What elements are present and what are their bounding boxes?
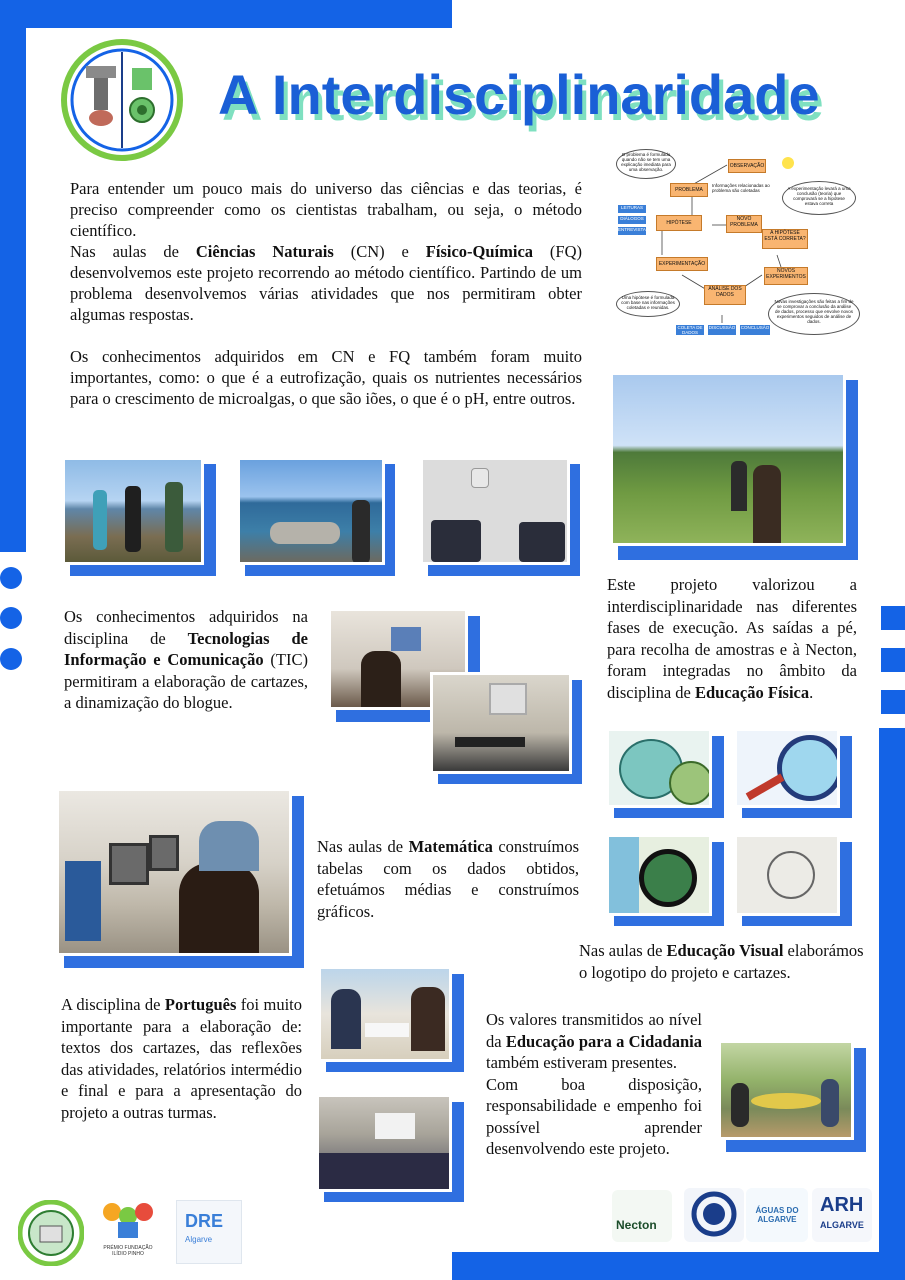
drawing-microalgae-1 xyxy=(606,728,712,808)
educacao-visual-text: Nas aulas de Educação Visual elaborámos o logotipo do projeto e cartazes. xyxy=(579,941,864,982)
arh-logo-subtext: ALGARVE xyxy=(820,1220,864,1230)
photo-students-computers-2 xyxy=(430,672,572,774)
diagram-note-1: O problema é formulado quando não se tem uma explicação imediata para uma observação. xyxy=(616,149,676,179)
photo-outdoor-picnic xyxy=(718,1040,854,1140)
premio-logo-text: PRÉMIO FUNDAÇÃO ILÍDIO PINHO xyxy=(103,1245,153,1257)
intro-paragraph-1: Para entender um pouco mais do universo das ciências e das teorias, é preciso compreender como os cientistas trabalham, ou seja, o método científico. xyxy=(70,179,582,240)
diagram-discussao: DISCUSSÃO xyxy=(708,325,736,335)
right-square-1 xyxy=(881,606,905,630)
necton-logo xyxy=(612,1190,672,1242)
dre-logo-text: DRE xyxy=(185,1211,224,1231)
diagram-entrevistas: ENTREVISTAS xyxy=(618,227,646,235)
drawing-magnifier-1 xyxy=(734,728,840,808)
diagram-note-3: A experimentação levará a uma conclusão (teoria) que comprovará se a hipótese estava correta xyxy=(782,181,856,215)
cidadania-text: Os valores transmitidos ao nível da Educação para a Cidadania também estiveram presentes. Com boa disposição, responsabilidade e empenho foi possível aprender desenvolvendo este projeto. xyxy=(486,1010,702,1158)
diagram-observacao: OBSERVAÇÃO xyxy=(728,159,766,173)
diagram-leitura: LEITURAS xyxy=(618,205,646,213)
intro-paragraph-3: Os conhecimentos adquiridos em CN e FQ também foram muito importantes, como: o que é a eutrofização, quais os nutrientes necessários para o crescimento de microalgas, o que são iões, o que é o pH, entre outros. xyxy=(70,347,582,408)
drawing-microalgae-2 xyxy=(606,834,712,916)
photo-ph-meters xyxy=(420,457,570,565)
university-logo xyxy=(684,1188,744,1242)
necton-logo-text: Necton xyxy=(616,1218,657,1232)
left-dot-2 xyxy=(0,607,22,629)
left-dot-1 xyxy=(0,567,22,589)
diagram-note-4: Uma hipótese é formulada com base nas informações coletadas e reunidas. xyxy=(616,291,680,317)
photo-students-beach xyxy=(62,457,204,565)
aguas-algarve-logo xyxy=(746,1188,808,1242)
diagram-experimentacao: EXPERIMENTAÇÃO xyxy=(656,257,708,271)
diagram-analise: ANÁLISE DOS DADOS xyxy=(704,285,746,305)
top-left-bar xyxy=(0,0,452,28)
diagram-dialogos: DIÁLOGOS xyxy=(618,216,646,224)
photo-group-table xyxy=(318,966,452,1062)
diagram-problema: PROBLEMA xyxy=(670,183,708,197)
left-dot-3 xyxy=(0,648,22,670)
premio-logo xyxy=(98,1200,158,1262)
bottom-right-bar xyxy=(452,1252,905,1280)
right-square-3 xyxy=(881,690,905,714)
diagram-hipotese: HIPÓTESE xyxy=(656,215,702,231)
diagram-note-2: Informações relacionadas ao problema são coletadas xyxy=(712,183,770,193)
photo-presentation-room xyxy=(316,1094,452,1192)
dre-algarve-logo xyxy=(176,1200,242,1264)
diagram-novo-problema: NOVO PROBLEMA xyxy=(726,215,762,233)
scientific-method-diagram xyxy=(612,145,864,341)
aguas-logo-text: ÁGUAS DO ALGARVE xyxy=(755,1206,799,1224)
diagram-conclusao: CONCLUSÃO xyxy=(740,325,770,335)
right-side-bar xyxy=(879,728,905,1280)
project-logo xyxy=(60,38,184,162)
photo-math-class xyxy=(56,788,292,956)
tic-text: Os conhecimentos adquiridos na disciplina de Tecnologias de Informação e Comunicação (TIC) permitiram a elaboração de cartazes, a dinamização do blogue. xyxy=(64,607,308,712)
educacao-fisica-text: Este projeto valorizou a interdisciplinaridade nas diferentes fases de execução. As saídas a pé, para recolha de amostras e à Necton, foram integradas no âmbito da disciplina de Educação Física. xyxy=(607,575,857,702)
drawing-sketch xyxy=(734,834,840,916)
photo-field-walk xyxy=(610,372,846,546)
left-side-bar xyxy=(0,0,26,552)
diagram-coleta: COLETA DE DADOS xyxy=(677,325,703,335)
photo-pipe-sea xyxy=(237,457,385,565)
arh-logo-text: ARH xyxy=(820,1194,864,1216)
diagram-note-5: Novas investigações são feitas a fim de se comprovar a conclusão da análise de dados, processo que envolve novos experimentos seguidos de análise de dados. xyxy=(768,293,860,335)
portugues-text: A disciplina de Português foi muito importante para a elaboração de: textos dos cartazes, das reflexões das atividades, relatórios intermédio e final e para a apresentação do projeto a outras turmas. xyxy=(61,995,302,1122)
matematica-text: Nas aulas de Matemática construímos tabelas com os dados obtidos, efetuámos médias e construímos gráficos. xyxy=(317,837,579,921)
arh-algarve-logo xyxy=(812,1188,872,1242)
right-square-2 xyxy=(881,648,905,672)
intro-paragraph-2: Nas aulas de Ciências Naturais (CN) e Físico-Química (FQ) desenvolvemos este projeto recorrendo ao método científico. Partindo de um problema desenvolvemos várias atividades que nos permitiram obter algumas respostas. xyxy=(70,242,583,324)
diagram-novos-experimentos: NOVOS EXPERIMENTOS xyxy=(764,267,808,285)
school-seal-logo xyxy=(18,1200,84,1266)
dre-logo-subtext: Algarve xyxy=(185,1235,213,1244)
diagram-hipotese-correta: A HIPÓTESE ESTÁ CORRETA? xyxy=(762,229,808,249)
page-title: A Interdisciplinaridade xyxy=(218,63,820,126)
intro-text xyxy=(70,178,582,409)
